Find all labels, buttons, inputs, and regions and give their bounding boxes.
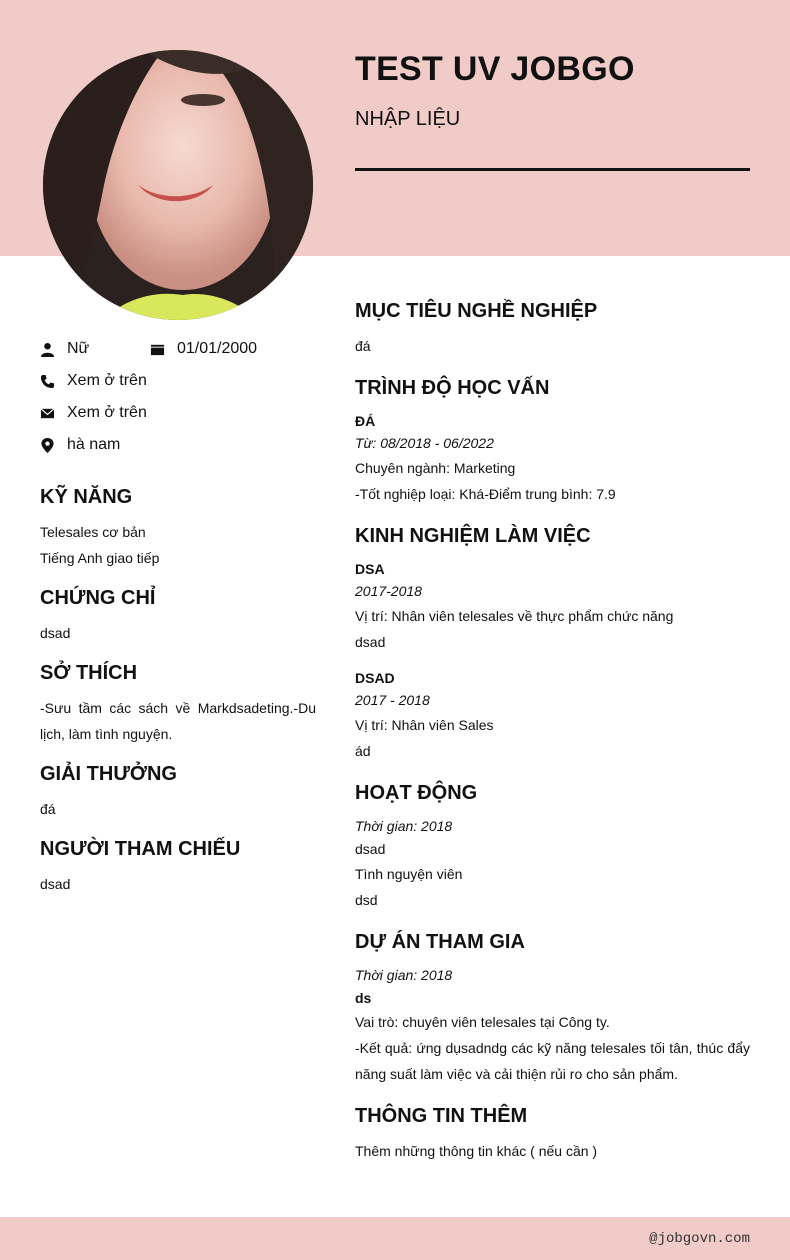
- education-school: ĐÁ: [355, 413, 376, 429]
- activities-role: Tình nguyện viên: [355, 866, 463, 882]
- projects-title: DỰ ÁN THAM GIA: [355, 931, 525, 953]
- email-value: Xem ở trên: [67, 404, 147, 421]
- activities-org: dsad: [355, 841, 386, 857]
- education-section: [355, 377, 750, 507]
- activities-period: Thời gian: 2018: [355, 818, 453, 834]
- experience-desc: dsad: [355, 634, 386, 650]
- personal-info: [40, 340, 316, 468]
- awards-section: [40, 763, 316, 822]
- location-pin-icon: [40, 438, 55, 453]
- hobbies-text: -Sưu tầm các sách về Markdsadeting.-Du lịch, làm tình nguyện.: [40, 700, 316, 742]
- experience-company: DSA: [355, 561, 385, 577]
- left-column: [40, 340, 316, 897]
- skill-item: Telesales cơ bản: [40, 524, 146, 540]
- projects-name: ds: [355, 990, 372, 1006]
- gender-value: Nữ: [67, 340, 90, 357]
- skills-section: [40, 486, 316, 571]
- right-column: [355, 300, 750, 1182]
- hobbies-section: [40, 662, 316, 747]
- extra-text: Thêm những thông tin khác ( nếu cần ): [355, 1143, 598, 1159]
- hobbies-title: SỞ THÍCH: [40, 662, 138, 684]
- experience-role: Vị trí: Nhân viên telesales về thực phẩm chức năng: [355, 608, 674, 624]
- objective-section: [355, 300, 750, 359]
- references-section: [40, 838, 316, 897]
- dob-row: [150, 340, 257, 358]
- header-divider: [355, 168, 750, 171]
- experience-company: DSAD: [355, 670, 395, 686]
- address-row: [40, 436, 120, 454]
- phone-value: Xem ở trên: [67, 372, 147, 389]
- gender-row: [40, 340, 89, 358]
- dob-value: 01/01/2000: [177, 340, 258, 357]
- phone-icon: [40, 374, 55, 389]
- skills-title: KỸ NĂNG: [40, 486, 133, 508]
- education-period: Từ: 08/2018 - 06/2022: [355, 435, 494, 451]
- education-grade: -Tốt nghiệp loại: Khá-Điểm trung bình: 7.9: [355, 486, 616, 502]
- experience-role: Vị trí: Nhân viên Sales: [355, 717, 494, 733]
- footer-website: @jobgovn.com: [649, 1231, 750, 1247]
- experience-period: 2017-2018: [355, 583, 422, 599]
- education-title: TRÌNH ĐỘ HỌC VẤN: [355, 377, 550, 399]
- certificates-title: CHỨNG CHỈ: [40, 587, 156, 609]
- awards-text: đá: [40, 801, 56, 817]
- projects-period: Thời gian: 2018: [355, 967, 453, 983]
- projects-result: -Kết quả: ứng dụsadndg các kỹ năng telesales tối tân, thúc đẩy năng suất làm việc và cải thiện rủi ro cho sản phẩm.: [355, 1040, 750, 1082]
- experience-period: 2017 - 2018: [355, 692, 430, 708]
- extra-section: [355, 1105, 750, 1164]
- experience-item: [355, 667, 750, 764]
- awards-title: GIẢI THƯỞNG: [40, 763, 177, 785]
- avatar: [43, 50, 313, 320]
- skill-item: Tiếng Anh giao tiếp: [40, 550, 160, 566]
- phone-row: [40, 372, 147, 390]
- certificates-section: [40, 587, 316, 646]
- certificates-text: dsad: [40, 625, 71, 641]
- experience-desc: ád: [355, 743, 371, 759]
- person-icon: [40, 342, 55, 357]
- candidate-position: NHẬP LIỆU: [355, 108, 461, 130]
- objective-title: MỤC TIÊU NGHỀ NGHIỆP: [355, 300, 598, 322]
- projects-section: [355, 931, 750, 1087]
- activities-title: HOẠT ĐỘNG: [355, 782, 478, 804]
- calendar-icon: [150, 342, 165, 357]
- activities-desc: dsd: [355, 892, 378, 908]
- avatar-photo: [43, 50, 313, 320]
- address-value: hà nam: [67, 436, 121, 453]
- activities-section: [355, 782, 750, 913]
- projects-role: Vai trò: chuyên viên telesales tại Công ty.: [355, 1014, 610, 1030]
- experience-section: [355, 525, 750, 764]
- experience-item: [355, 558, 750, 655]
- education-major: Chuyên ngành: Marketing: [355, 460, 516, 476]
- candidate-name: TEST UV JOBGO: [355, 50, 635, 88]
- references-title: NGƯỜI THAM CHIẾU: [40, 838, 241, 860]
- mail-icon: [40, 406, 55, 421]
- extra-title: THÔNG TIN THÊM: [355, 1105, 528, 1127]
- references-text: dsad: [40, 876, 71, 892]
- objective-text: đá: [355, 338, 371, 354]
- email-row: [40, 404, 147, 422]
- experience-title: KINH NGHIỆM LÀM VIỆC: [355, 525, 591, 547]
